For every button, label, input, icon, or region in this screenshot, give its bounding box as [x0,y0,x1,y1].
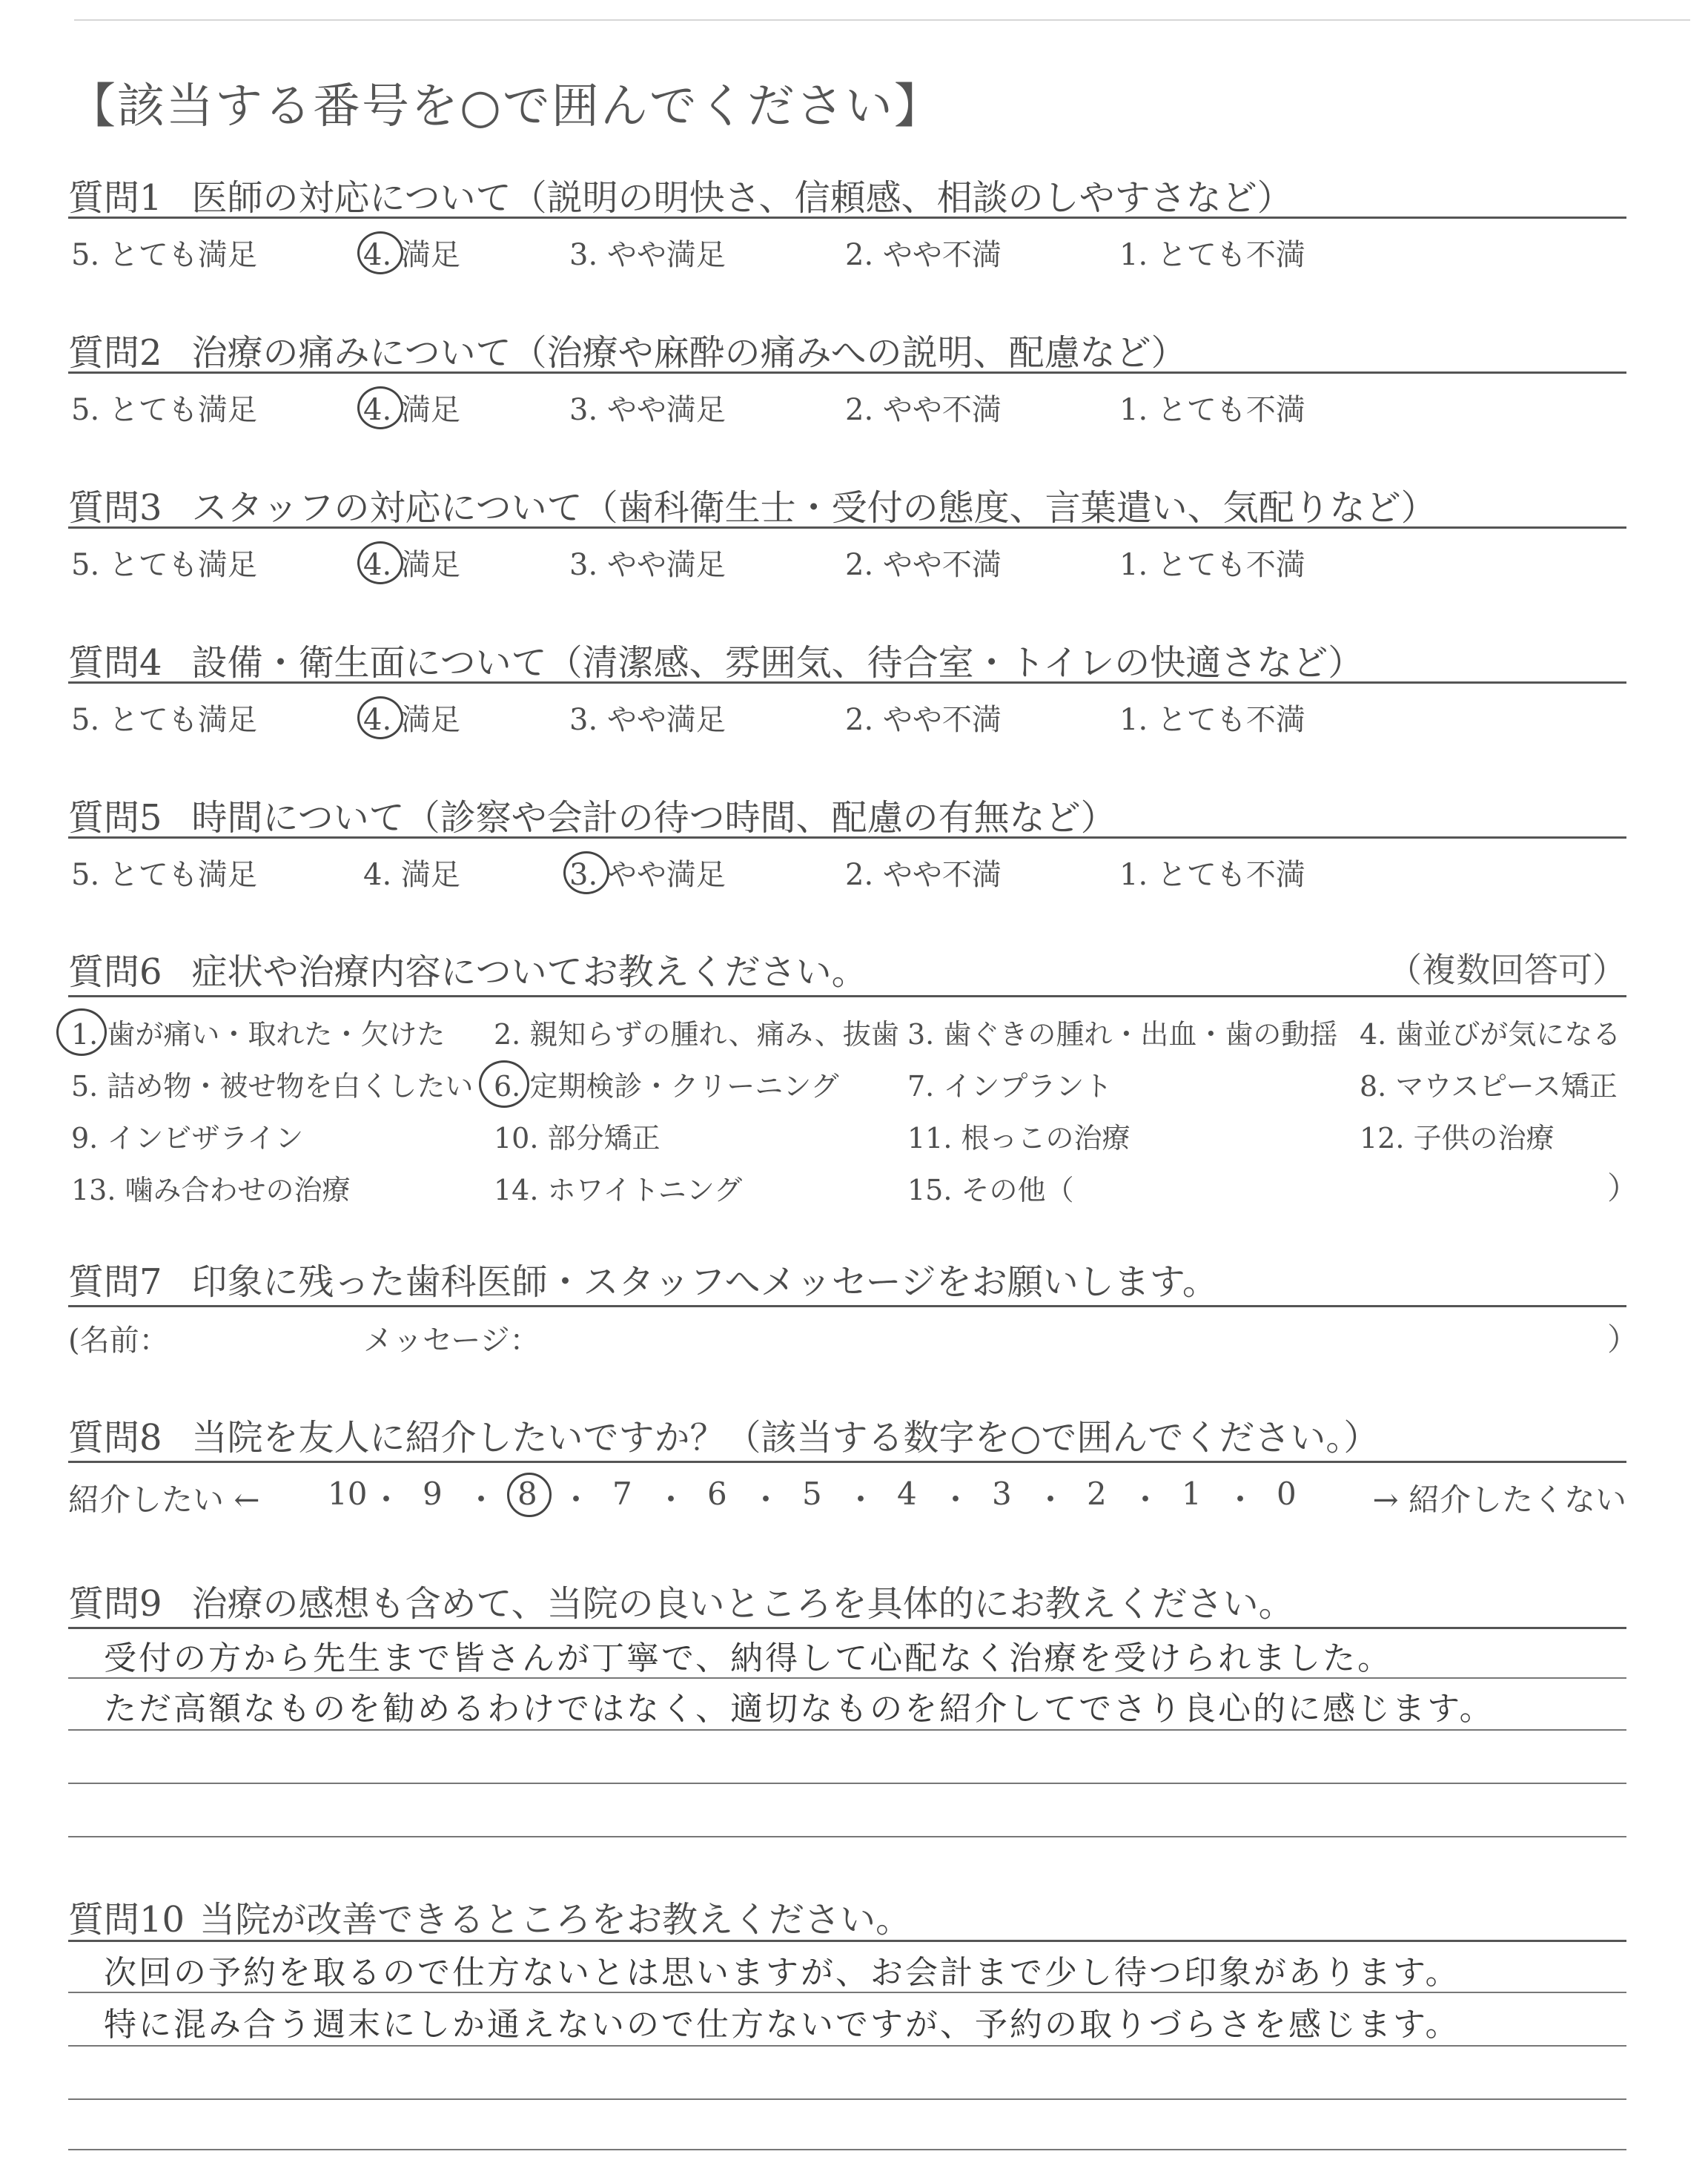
question-7-title: 質問7 印象に残った歯科医師・スタッフへメッセージをお願いします。 [68,1261,1218,1303]
question-7-rule [68,1305,1626,1307]
question-1-rule [68,217,1626,219]
question-4-option-3[interactable]: 3. やや満足 [569,703,726,737]
selected-circle-mark [357,231,403,274]
answer-line [68,1677,1626,1679]
top-border [74,19,1690,21]
form-header: 【該当する番号を○で囲んでください】 [68,79,943,134]
question-6-title: 質問6 症状や治療内容についてお教えください。 [68,951,867,993]
recommend-score-5[interactable]: 5 [802,1476,822,1512]
scale-separator-dot: ・ [560,1482,592,1518]
symptom-option-7[interactable]: 7. インプラント [907,1070,1113,1103]
question-8-title: 質問8 当院を友人に紹介したいですか？（該当する数字を○で囲んでください。） [68,1417,1380,1459]
question-1-option-3[interactable]: 3. やや満足 [569,238,726,272]
scale-separator-dot: ・ [845,1482,877,1518]
question-1-option-4[interactable]: 4. 満足 [363,238,460,272]
recommend-score-8[interactable]: 8 [517,1476,537,1512]
question-10-rule [68,1940,1626,1942]
name-label: (名前： [68,1324,169,1358]
scale-separator-dot: ・ [466,1482,497,1518]
improvement-line-1: 次回の予約を取るので仕方ないとは思いますが、お会計まで少し待つ印象があります。 [104,1954,1460,1992]
question-5-option-1[interactable]: 1. とても不満 [1119,858,1305,892]
recommend-score-1[interactable]: 1 [1182,1476,1202,1512]
recommend-score-2[interactable]: 2 [1087,1476,1107,1512]
question-5-option-4[interactable]: 4. 満足 [363,858,460,892]
question-5-option-5[interactable]: 5. とても満足 [71,858,257,892]
symptom-option-13[interactable]: 13. 噛み合わせの治療 [71,1174,351,1206]
question-2-option-3[interactable]: 3. やや満足 [569,393,726,427]
question-3-rule [68,526,1626,529]
selected-circle-mark [563,851,609,894]
recommend-score-4[interactable]: 4 [897,1476,917,1512]
selected-circle-mark [357,696,403,739]
question-9-rule [68,1627,1626,1629]
question-5-option-3[interactable]: 3. やや満足 [569,858,726,892]
question-5-rule [68,836,1626,839]
answer-line [68,2149,1626,2150]
symptom-option-9[interactable]: 9. インビザライン [71,1122,304,1155]
symptom-option-4[interactable]: 4. 歯並びが気になる [1360,1018,1621,1051]
question-2-option-4[interactable]: 4. 満足 [363,393,460,427]
scale-separator-dot: ・ [940,1482,972,1518]
scale-separator-dot: ・ [655,1482,687,1518]
recommend-score-6[interactable]: 6 [707,1476,727,1512]
symptom-option-5[interactable]: 5. 詰め物・被せ物を白くしたい [71,1070,474,1103]
answer-line [68,1729,1626,1731]
selected-circle-mark [357,386,403,429]
scale-separator-dot: ・ [371,1482,403,1518]
answer-line [68,1992,1626,1993]
other-close-paren: ） [1607,1170,1639,1206]
recommend-score-10[interactable]: 10 [328,1476,368,1512]
question-4-title: 質問4 設備・衛生面について（清潔感、雰囲気、待合室・トイレの快適さなど） [68,642,1364,684]
question-3-option-3[interactable]: 3. やや満足 [569,548,726,582]
question-4-option-5[interactable]: 5. とても満足 [71,703,257,737]
good-points-line-1: 受付の方から先生まで皆さんが丁寧で、納得して心配なく治療を受けられました。 [104,1639,1393,1677]
selected-circle-mark [507,1473,552,1517]
recommend-right-label: → 紹介したくない [1372,1482,1626,1518]
symptom-option-12[interactable]: 12. 子供の治療 [1360,1122,1555,1155]
question-3-option-5[interactable]: 5. とても満足 [71,548,257,582]
question-4-option-2[interactable]: 2. やや不満 [845,703,1002,737]
scale-separator-dot: ・ [750,1482,782,1518]
selected-circle-mark [56,1008,107,1056]
question-1-option-5[interactable]: 5. とても満足 [71,238,257,272]
scale-separator-dot: ・ [1130,1482,1162,1518]
question-3-title: 質問3 スタッフの対応について（歯科衛生士・受付の態度、言葉遣い、気配りなど） [68,487,1437,529]
scale-separator-dot: ・ [1035,1482,1067,1518]
question-2-option-1[interactable]: 1. とても不満 [1119,393,1305,427]
recommend-score-9[interactable]: 9 [423,1476,443,1512]
answer-line [68,1783,1626,1784]
symptom-option-10[interactable]: 10. 部分矯正 [494,1122,661,1155]
symptom-option-3[interactable]: 3. 歯ぐきの腫れ・出血・歯の動揺 [907,1018,1338,1051]
recommend-score-3[interactable]: 3 [992,1476,1012,1512]
selected-circle-mark [479,1060,529,1108]
symptom-option-15[interactable]: 15. その他（ [907,1174,1074,1206]
question-6-rule [68,995,1626,997]
symptom-option-8[interactable]: 8. マウスピース矯正 [1360,1070,1618,1103]
question-2-option-2[interactable]: 2. やや不満 [845,393,1002,427]
question-4-option-1[interactable]: 1. とても不満 [1119,703,1305,737]
question-9-title: 質問9 治療の感想も含めて、当院の良いところを具体的にお教えください。 [68,1583,1294,1625]
answer-line [68,1836,1626,1837]
question-2-title: 質問2 治療の痛みについて（治療や麻酔の痛みへの説明、配慮など） [68,332,1187,374]
symptom-option-1[interactable]: 1. 歯が痛い・取れた・欠けた [71,1018,446,1051]
question-1-option-2[interactable]: 2. やや不満 [845,238,1002,272]
scale-separator-dot: ・ [1225,1482,1257,1518]
recommend-score-0[interactable]: 0 [1277,1476,1297,1512]
answer-line [68,2045,1626,2047]
multiple-answer-note: （複数回答可） [1388,950,1626,990]
question-5-title: 質問5 時間について（診察や会計の待つ時間、配慮の有無など） [68,797,1116,839]
recommend-left-label: 紹介したい ← [68,1482,260,1518]
selected-circle-mark [357,541,403,584]
question-4-option-4[interactable]: 4. 満足 [363,703,460,737]
question-3-option-4[interactable]: 4. 満足 [363,548,460,582]
message-close-paren: ） [1607,1321,1639,1358]
good-points-line-2: ただ高額なものを勧めるわけではなく、適切なものを紹介してでさり良心的に感じます。 [104,1690,1494,1728]
recommend-score-7[interactable]: 7 [612,1476,632,1512]
improvement-line-2: 特に混み合う週末にしか通えないので仕方ないですが、予約の取りづらさを感じます。 [104,2006,1460,2044]
question-3-option-2[interactable]: 2. やや不満 [845,548,1002,582]
symptom-option-2[interactable]: 2. 親知らずの腫れ、痛み、抜歯 [494,1018,899,1051]
question-4-rule [68,681,1626,684]
message-label: メッセージ： [363,1324,540,1358]
question-3-option-1[interactable]: 1. とても不満 [1119,548,1305,582]
symptom-option-6[interactable]: 6. 定期検診・クリーニング [494,1070,839,1103]
answer-line [68,2098,1626,2100]
symptom-option-14[interactable]: 14. ホワイトニング [494,1174,743,1206]
question-1-option-1[interactable]: 1. とても不満 [1119,238,1305,272]
question-1-title: 質問1 医師の対応について（説明の明快さ、信頼感、相談のしやすさなど） [68,177,1293,219]
symptom-option-11[interactable]: 11. 根っこの治療 [907,1122,1131,1155]
question-10-title: 質問10 当院が改善できるところをお教えください。 [68,1899,912,1941]
question-2-rule [68,371,1626,374]
question-5-option-2[interactable]: 2. やや不満 [845,858,1002,892]
question-2-option-5[interactable]: 5. とても満足 [71,393,257,427]
question-8-rule [68,1461,1626,1463]
